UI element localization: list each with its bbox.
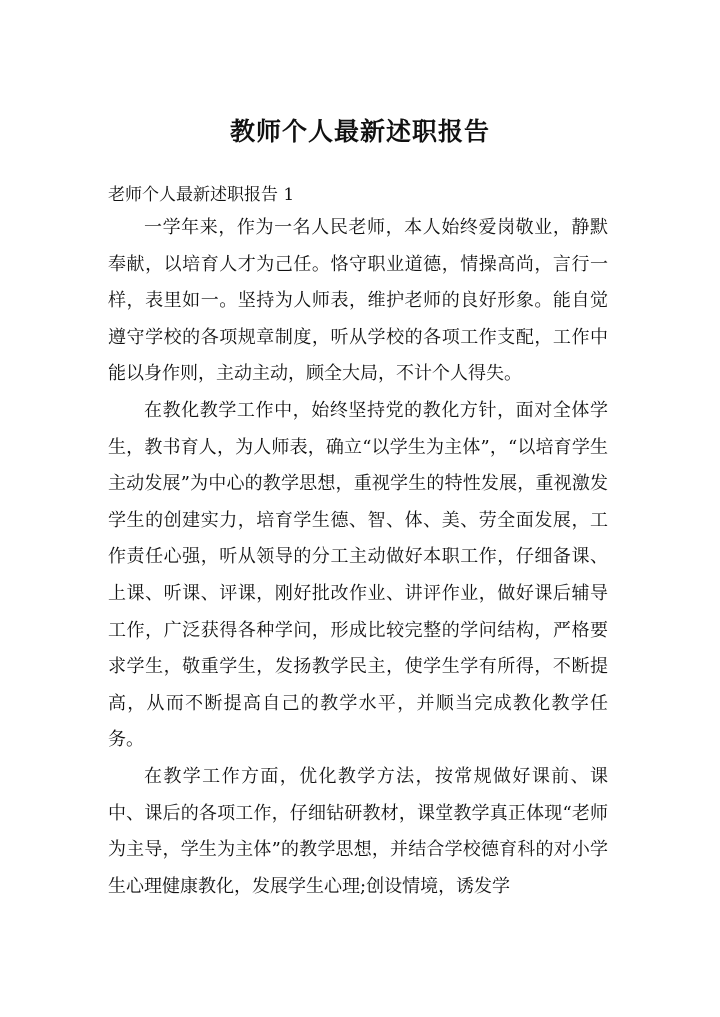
document-body xyxy=(108,210,608,905)
paragraph: 在教学工作方面，优化教学方法，按常规做好课前、课中、课后的各项工作，仔细钻研教材，课堂教学真正体现“老师为主导，学生为主体”的教学思想，并结合学校德育科的对小学生心理健康教化，发展学生心理;创设情境，诱发学 xyxy=(108,765,608,897)
paragraph: 在教化教学工作中，始终坚持党的教化方针，面对全体学生，教书育人，为人师表，确立“以学生为主体”，“以培育学生主动发展”为中心的教学思想，重视学生的特性发展，重视激发学生的创建实力，培育学生德、智、体、美、劳全面发展，工作责任心强，听从领导的分工主动做好本职工作，仔细备课、上课、听课、评课，刚好批改作业、讲评作业，做好课后辅导工作，广泛获得各种学问，形成比较完整的学问结构，严格要求学生，敬重学生，发扬教学民主，使学生学有所得，不断提高，从而不断提高自己的教学水平，并顺当完成教化教学任务。 xyxy=(108,399,608,751)
document-subtitle: 老师个人最新述职报告 1 xyxy=(108,185,295,205)
paragraph: 一学年来，作为一名人民老师，本人始终爱岗敬业，静默奉献，以培育人才为己任。恪守职业道德，情操高尚，言行一样，表里如一。坚持为人师表，维护老师的良好形象。能自觉遵守学校的各项规章制度，听从学校的各项工作支配，工作中能以身作则，主动主动，顾全大局，不计个人得失。 xyxy=(108,217,608,385)
document-title: 教师个人最新述职报告 xyxy=(229,117,490,146)
